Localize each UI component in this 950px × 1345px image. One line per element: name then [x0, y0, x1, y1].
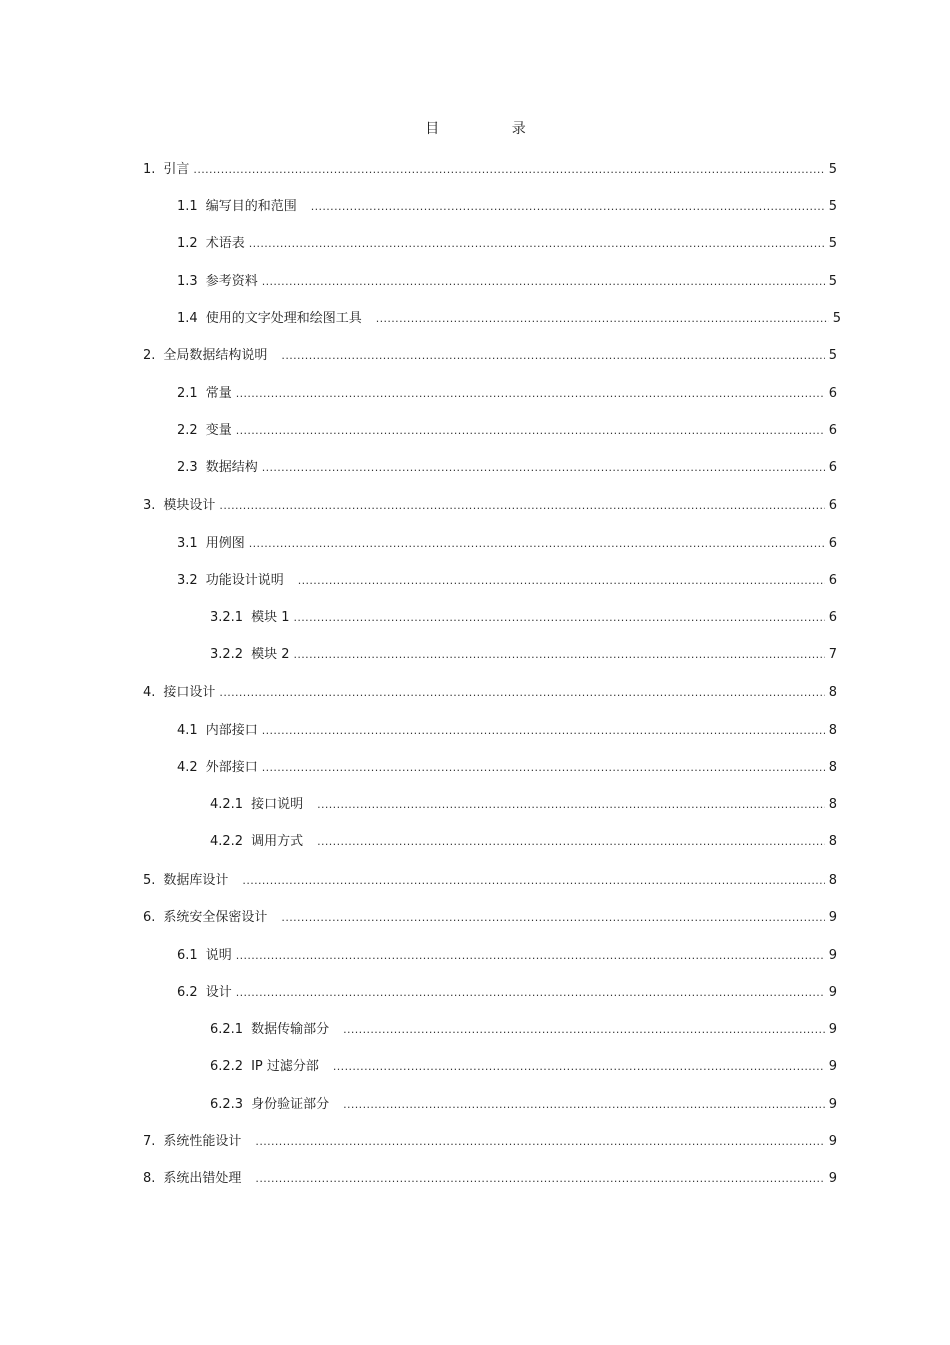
page-number: 8 — [828, 873, 837, 888]
entry-number: 4.1 — [177, 723, 198, 738]
dot-leader — [343, 1095, 825, 1115]
entry-text: 参考资料 — [205, 274, 258, 289]
entry-text: IP 过滤分部 — [251, 1059, 319, 1074]
toc-entry[interactable] — [177, 758, 837, 778]
entry-number: 4.2.2 — [210, 834, 244, 849]
entry-text: 系统安全保密设计 — [163, 910, 268, 925]
dot-leader — [242, 871, 824, 891]
dot-leader — [236, 946, 825, 966]
dot-leader — [293, 608, 824, 628]
toc-entry[interactable] — [143, 160, 837, 180]
entry-text: 术语表 — [205, 236, 245, 251]
toc-entry[interactable] — [210, 795, 837, 815]
dot-leader — [262, 758, 825, 778]
page-number: 9 — [828, 910, 837, 925]
entry-text: 调用方式 — [251, 834, 304, 849]
entry-text: 使用的文字处理和绘图工具 — [205, 311, 362, 326]
entry-number: 5. — [143, 873, 156, 888]
entry-number: 7. — [143, 1134, 156, 1149]
entry-number: 2.1 — [177, 386, 198, 401]
entry-text: 常量 — [205, 386, 232, 401]
entry-number: 6.2 — [177, 985, 198, 1000]
page-number: 6 — [828, 573, 837, 588]
entry-text: 模块 2 — [251, 647, 290, 662]
page-number: 5 — [828, 162, 837, 177]
entry-number: 6.2.2 — [210, 1059, 244, 1074]
entry-text: 功能设计说明 — [205, 573, 284, 588]
toc-entry[interactable] — [177, 421, 837, 441]
entry-text: 引言 — [163, 162, 190, 177]
toc-entry[interactable] — [177, 534, 837, 554]
toc-entry[interactable] — [177, 458, 837, 478]
page-number: 8 — [828, 760, 837, 775]
page-number: 6 — [828, 423, 837, 438]
page-number: 5 — [828, 274, 837, 289]
entry-number: 3.1 — [177, 536, 198, 551]
page-number: 6 — [828, 536, 837, 551]
toc-entry[interactable] — [143, 496, 837, 516]
entry-number: 4. — [143, 685, 156, 700]
dot-leader — [236, 421, 825, 441]
dot-leader — [262, 272, 825, 292]
page-number: 8 — [828, 834, 837, 849]
page-number: 5 — [828, 348, 837, 363]
entry-text: 接口说明 — [251, 797, 304, 812]
page-number: 9 — [828, 1059, 837, 1074]
entry-number: 6.2.3 — [210, 1097, 244, 1112]
entry-text: 接口设计 — [163, 685, 216, 700]
entry-number: 8. — [143, 1171, 156, 1186]
entry-text: 模块 1 — [251, 610, 290, 625]
entry-number: 1.3 — [177, 274, 198, 289]
dot-leader — [311, 197, 825, 217]
page-number: 6 — [828, 498, 837, 513]
toc-entry[interactable] — [177, 309, 841, 329]
entry-text: 设计 — [205, 985, 232, 1000]
dot-leader — [255, 1132, 824, 1152]
entry-number: 3.2.1 — [210, 610, 244, 625]
dot-leader — [298, 571, 825, 591]
toc-entry[interactable] — [143, 1169, 837, 1189]
page-number: 9 — [828, 985, 837, 1000]
dot-leader — [317, 832, 825, 852]
page-number: 7 — [828, 647, 837, 662]
entry-number: 6.2.1 — [210, 1022, 244, 1037]
toc-entry[interactable] — [177, 384, 837, 404]
entry-number: 4.2.1 — [210, 797, 244, 812]
dot-leader — [249, 234, 825, 254]
entry-number: 1.2 — [177, 236, 198, 251]
toc-entry[interactable] — [177, 571, 837, 591]
dot-leader — [317, 795, 825, 815]
page-number: 8 — [828, 685, 837, 700]
entry-number: 3.2 — [177, 573, 198, 588]
dot-leader — [343, 1020, 825, 1040]
toc-entry[interactable] — [210, 832, 837, 852]
entry-number: 3.2.2 — [210, 647, 244, 662]
entry-number: 1.1 — [177, 199, 198, 214]
toc-entry[interactable] — [143, 683, 837, 703]
page-number: 9 — [828, 1022, 837, 1037]
entry-number: 1. — [143, 162, 156, 177]
dot-leader — [236, 384, 825, 404]
dot-leader — [193, 160, 824, 180]
entry-text: 编写目的和范围 — [205, 199, 297, 214]
page-number: 9 — [828, 1171, 837, 1186]
dot-leader — [376, 309, 829, 329]
entry-number: 6.1 — [177, 948, 198, 963]
toc-entry[interactable] — [177, 197, 837, 217]
entry-text: 内部接口 — [205, 723, 258, 738]
page-number: 6 — [828, 460, 837, 475]
entry-text: 身份验证部分 — [251, 1097, 330, 1112]
dot-leader — [293, 645, 824, 665]
entry-number: 4.2 — [177, 760, 198, 775]
dot-leader — [255, 1169, 824, 1189]
page-number: 9 — [828, 1134, 837, 1149]
page-number: 5 — [828, 199, 837, 214]
dot-leader — [219, 496, 824, 516]
entry-text: 变量 — [205, 423, 232, 438]
page-number: 8 — [828, 797, 837, 812]
dot-leader — [236, 983, 825, 1003]
entry-text: 系统出错处理 — [163, 1171, 242, 1186]
entry-number: 6. — [143, 910, 156, 925]
toc-entry[interactable] — [143, 908, 837, 928]
dot-leader — [333, 1057, 825, 1077]
page-number: 5 — [832, 311, 841, 326]
entry-number: 3. — [143, 498, 156, 513]
toc-title: 目 录 — [425, 121, 560, 137]
entry-text: 外部接口 — [205, 760, 258, 775]
entry-text: 数据结构 — [205, 460, 258, 475]
toc-entry[interactable] — [177, 272, 837, 292]
entry-text: 系统性能设计 — [163, 1134, 242, 1149]
page-number: 9 — [828, 948, 837, 963]
entry-number: 2. — [143, 348, 156, 363]
entry-number: 2.3 — [177, 460, 198, 475]
page-number: 5 — [828, 236, 837, 251]
toc-entry[interactable] — [210, 1095, 837, 1115]
entry-text: 全局数据结构说明 — [163, 348, 268, 363]
entry-text: 模块设计 — [163, 498, 216, 513]
dot-leader — [281, 346, 824, 366]
entry-number: 1.4 — [177, 311, 198, 326]
entry-text: 数据传输部分 — [251, 1022, 330, 1037]
toc-entry[interactable] — [210, 645, 837, 665]
toc-entry[interactable] — [177, 234, 837, 254]
dot-leader — [219, 683, 824, 703]
entry-text: 数据库设计 — [163, 873, 229, 888]
toc-entry[interactable] — [143, 1132, 837, 1152]
page-number: 9 — [828, 1097, 837, 1112]
dot-leader — [249, 534, 825, 554]
page-number: 6 — [828, 610, 837, 625]
dot-leader — [262, 721, 825, 741]
entry-text: 用例图 — [205, 536, 245, 551]
dot-leader — [262, 458, 825, 478]
dot-leader — [281, 908, 824, 928]
toc-entry[interactable] — [210, 608, 837, 628]
toc-entry[interactable] — [177, 983, 837, 1003]
toc-entry[interactable] — [143, 346, 837, 366]
entry-number: 2.2 — [177, 423, 198, 438]
toc-entry[interactable] — [143, 871, 837, 891]
toc-entry[interactable] — [210, 1020, 837, 1040]
toc-entry[interactable] — [177, 946, 837, 966]
toc-entry[interactable] — [210, 1057, 837, 1077]
page-number: 6 — [828, 386, 837, 401]
toc-entry[interactable] — [177, 721, 837, 741]
entry-text: 说明 — [205, 948, 232, 963]
page-number: 8 — [828, 723, 837, 738]
